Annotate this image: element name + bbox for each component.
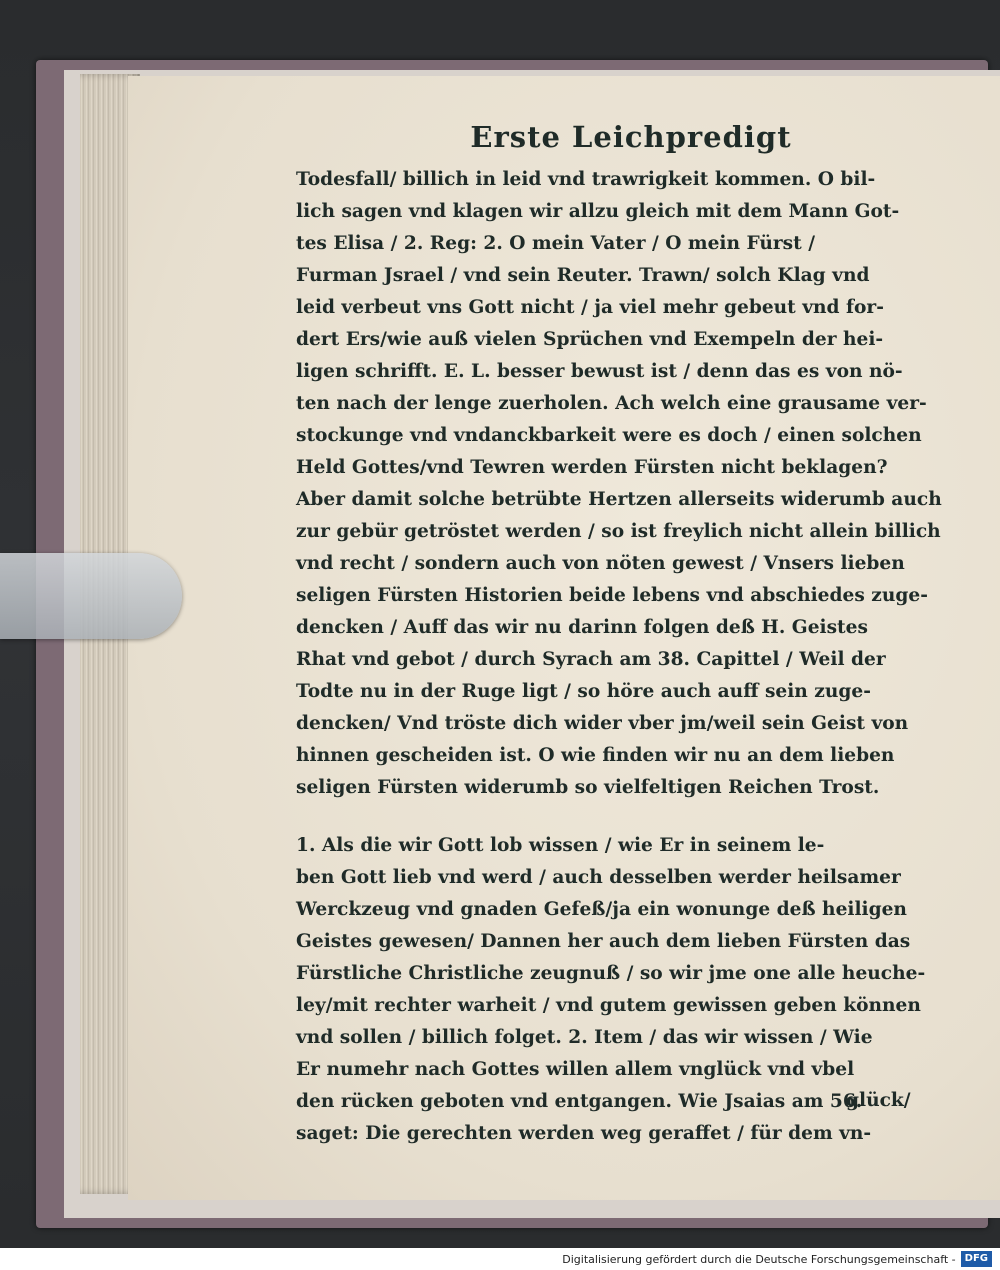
text-line: Held Gottes/vnd Tewren werden Fürsten nicht beklagen?	[296, 457, 888, 478]
text-line: zur gebür getröstet werden / so ist freylich nicht allein billich	[296, 521, 941, 542]
text-line: stockunge vnd vndanckbarkeit were es doch / einen solchen	[296, 425, 922, 446]
text-line: ten nach der lenge zuerholen. Ach welch eine grausame ver-	[296, 393, 927, 414]
text-line: dencken / Auff das wir nu darinn folgen deß H. Geistes	[296, 617, 868, 638]
text-line: Todesfall/ billich in leid vnd trawrigkeit kommen. O bil-	[296, 169, 876, 190]
page-text	[296, 120, 942, 1150]
text-line: saget: Die gerechten werden weg geraffet / für dem vn-	[296, 1123, 872, 1144]
text-line: vnd recht / sondern auch von nöten gewest / Vnsers lieben	[296, 553, 905, 574]
paragraph-gap	[296, 804, 926, 830]
dfg-logo: DFG	[961, 1251, 992, 1267]
text-line: Furman Jsrael / vnd sein Reuter. Trawn/ solch Klag vnd	[296, 265, 870, 286]
text-line: vnd sollen / billich folget. 2. Item / das wir wissen / Wie	[296, 1027, 873, 1048]
paragraph-1	[296, 164, 942, 804]
text-line: leid verbeut vns Gott nicht / ja viel mehr gebeut vnd for-	[296, 297, 884, 318]
text-line: dencken/ Vnd tröste dich wider vber jm/weil sein Geist von	[296, 713, 909, 734]
footer-credit: Digitalisierung gefördert durch die Deutsche Forschungsgemeinschaft -	[562, 1252, 956, 1266]
page-holder-clip	[0, 553, 182, 639]
text-line: seligen Fürsten widerumb so vielfeltigen Reichen Trost.	[296, 777, 880, 798]
text-line: seligen Fürsten Historien beide lebens vnd abschiedes zuge-	[296, 585, 928, 606]
text-line: Er numehr nach Gottes willen allem vnglück vnd vbel	[296, 1059, 855, 1080]
catchword: glück/	[846, 1090, 911, 1111]
text-line: hinnen gescheiden ist. O wie finden wir nu an dem lieben	[296, 745, 895, 766]
text-line: lich sagen vnd klagen wir allzu gleich mit dem Mann Got-	[296, 201, 900, 222]
text-line: ley/mit rechter warheit / vnd gutem gewissen geben können	[296, 995, 921, 1016]
text-line: Werckzeug vnd gnaden Gefeß/ja ein wonunge deß heiligen	[296, 899, 907, 920]
text-line: Geistes gewesen/ Dannen her auch dem lieben Fürsten das	[296, 931, 911, 952]
text-line: 1. Als die wir Gott lob wissen / wie Er in seinem le-	[296, 835, 825, 856]
footer-bar	[0, 1248, 1000, 1270]
page-heading: Erste Leichpredigt	[470, 120, 792, 154]
text-line: tes Elisa / 2. Reg: 2. O mein Vater / O mein Fürst /	[296, 233, 815, 254]
text-line: Fürstliche Christliche zeugnuß / so wir jme one alle heuche-	[296, 963, 926, 984]
text-line: Rhat vnd gebot / durch Syrach am 38. Capittel / Weil der	[296, 649, 886, 670]
paragraph-2	[296, 830, 926, 1150]
text-line: den rücken geboten vnd entgangen. Wie Jsaias am 56.	[296, 1091, 863, 1112]
text-line: Aber damit solche betrübte Hertzen allerseits widerumb auch	[296, 489, 942, 510]
text-line: ben Gott lieb vnd werd / auch desselben werder heilsamer	[296, 867, 901, 888]
text-line: Todte nu in der Ruge ligt / so höre auch auff sein zuge-	[296, 681, 871, 702]
text-line: dert Ers/wie auß vielen Sprüchen vnd Exempeln der hei-	[296, 329, 884, 350]
text-line: ligen schrifft. E. L. besser bewust ist / denn das es von nö-	[296, 361, 903, 382]
